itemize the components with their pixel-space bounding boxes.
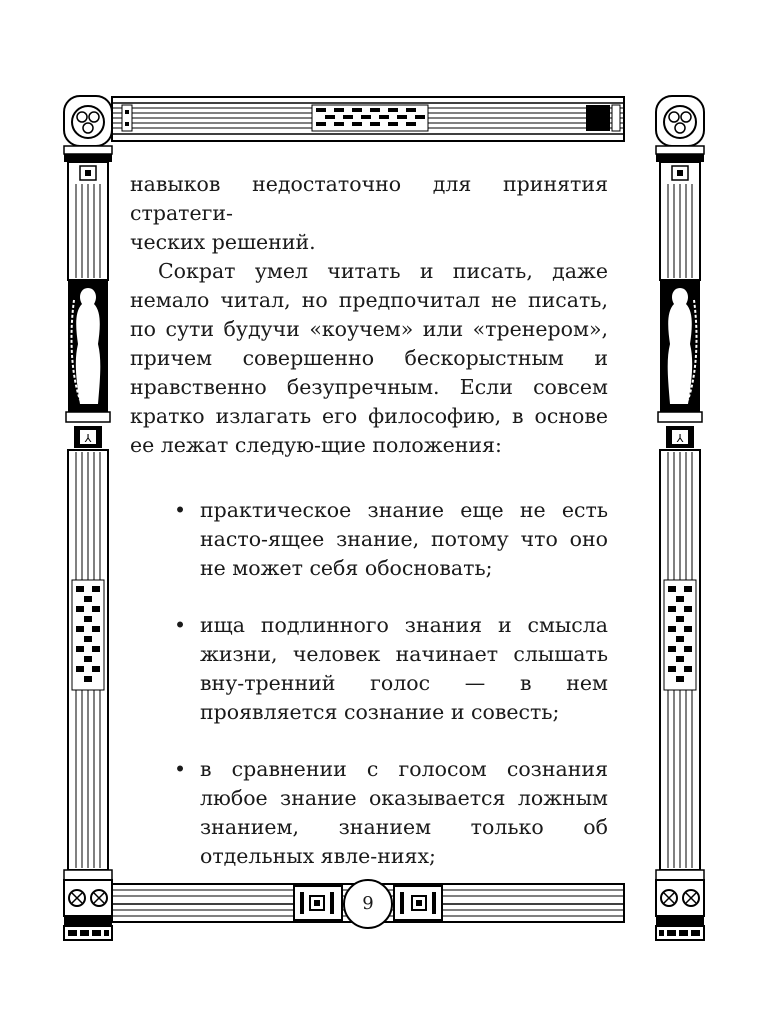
- left-column: [64, 96, 112, 940]
- paragraph-1-line-2: ческих решений.: [130, 230, 316, 254]
- bullet-mark: •: [174, 757, 187, 781]
- right-column: [656, 96, 704, 940]
- paragraph-1: [130, 170, 608, 257]
- list-item: [130, 611, 608, 727]
- body-text: [130, 170, 608, 899]
- svg-text:⅄: ⅄: [676, 432, 684, 445]
- list-item: [130, 755, 608, 871]
- paragraph-2: Сократ умел читать и писать, даже немало читал, но предпочитал не писать, по сути будучи «коучем» или «тренером», причем совершенно бескорыстным и нравственно безупречным. Если совсем кратко излагать его философию, в основе ее лежат следую-щие положения:: [130, 259, 608, 457]
- list-item-text: в сравнении с голосом сознания любое знание оказывается ложным знанием, знанием только об отдельных явле-ниях;: [200, 757, 608, 868]
- svg-text:⅄: ⅄: [84, 432, 92, 445]
- top-border: [112, 97, 624, 141]
- list-item-text: ища подлинного знания и смысла жизни, человек начинает слышать вну-тренний голос — в нем проявляется сознание и совесть;: [200, 613, 608, 724]
- list-item-text: практическое знание еще не есть насто-ящее знание, потому что оно не может себя обосновать;: [200, 498, 608, 580]
- paragraph-1-line-1: навыков недостаточно для принятия стратеги-: [130, 172, 608, 225]
- bullet-mark: •: [174, 613, 187, 637]
- bullet-mark: •: [174, 498, 187, 522]
- bullet-list: [130, 496, 608, 871]
- list-item: [130, 496, 608, 583]
- page-number: 9: [362, 893, 374, 914]
